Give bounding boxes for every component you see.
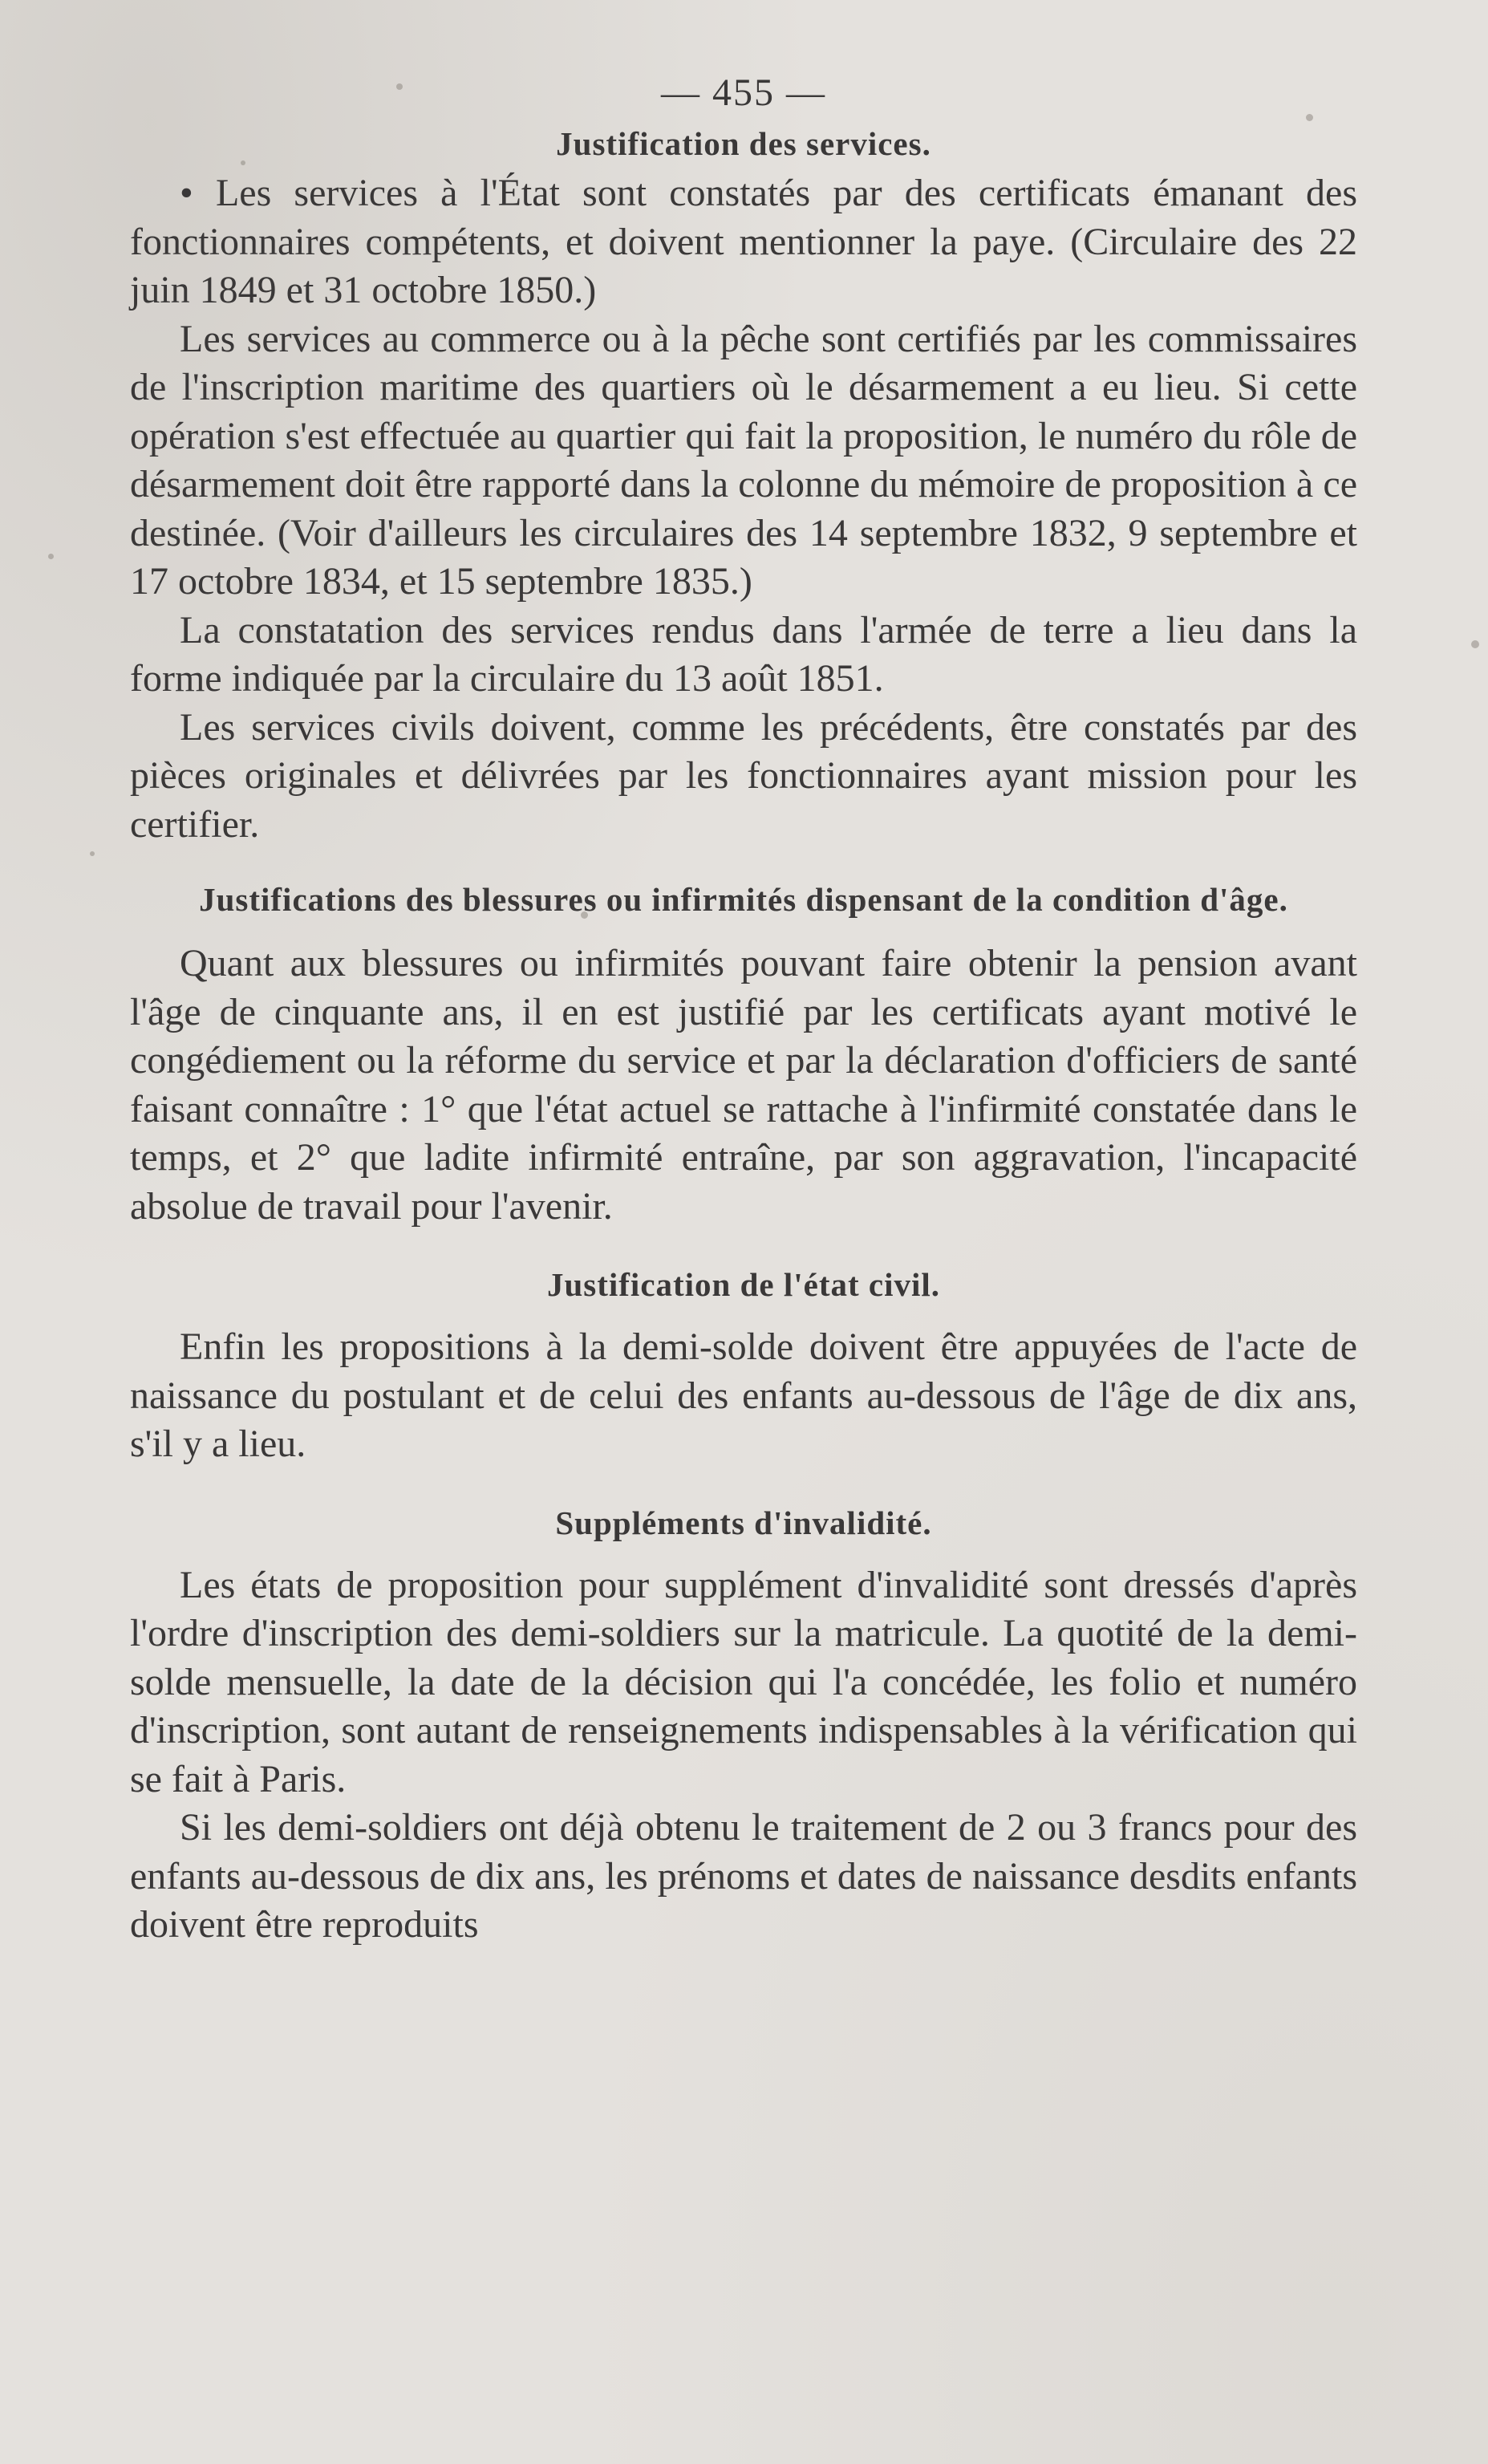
paragraph: Les services civils doivent, comme les précédents, être constatés par des pièces originales et délivrées par les fonctionnaires ayant mission pour les certifier. — [130, 705, 1357, 846]
page-text — [130, 64, 1357, 1950]
paragraph: La constatation des services rendus dans l'armée de terre a lieu dans la forme indiquée par la circulaire du 13 août 1851. — [130, 608, 1357, 700]
section-heading-blessures: Justifications des blessures ou infirmités dispensant de la condition d'âge. — [199, 881, 1288, 918]
section-heading-etat-civil: Justification de l'état civil. — [546, 1266, 941, 1303]
page-number: — 455 — — [661, 71, 826, 114]
paragraph: • Les services à l'État sont constatés par des certificats émanant des fonctionnaires compétents, et doivent mentionner la paye. (Circulaire des 22 juin 1849 et 31 octobre 1850.) — [130, 172, 1357, 311]
section-heading-supplements: Suppléments d'invalidité. — [555, 1504, 932, 1541]
paragraph: Les états de proposition pour supplément d'invalidité sont dressés d'après l'ordre d'inscription des demi-soldiers sur la matricule. La quotité de la demi-solde mensuelle, la date de la décision qui l'a concédée, les folio et numéro d'inscription, sont autant de renseignements indispensables à la vérification qui se fait à Paris. — [130, 1563, 1357, 1800]
paragraph: Quant aux blessures ou infirmités pouvant faire obtenir la pension avant l'âge de cinquante ans, il en est justifié par les certificats ayant motivé le congédiement ou la réforme du service et par la déclaration d'officiers de santé faisant connaître : 1° que l'état actuel se rattache à l'infirmité constatée dans le temps, et 2° que ladite infirmité entraîne, par son aggravation, l'incapacité absolue de travail pour l'avenir. — [130, 942, 1357, 1228]
paper-speck — [90, 851, 95, 856]
paper-speck — [48, 554, 54, 559]
section-heading-services: Justification des services. — [556, 125, 931, 162]
paragraph: Si les demi-soldiers ont déjà obtenu le traitement de 2 ou 3 francs pour des enfants au-dessous de dix ans, les prénoms et dates de naissance desdits enfants doivent être reproduits — [130, 1806, 1357, 1946]
paper-speck — [1471, 640, 1479, 648]
paragraph: Les services au commerce ou à la pêche sont certifiés par les commissaires de l'inscription maritime des quartiers où le désarmement a eu lieu. Si cette opération s'est effectuée au quartier qui fait la proposition, le numéro du rôle de désarmement doit être rapporté dans la colonne du mémoire de proposition à ce destinée. (Voir d'ailleurs les circulaires des 14 septembre 1832, 9 septembre et 17 octobre 1834, et 15 septembre 1835.) — [130, 317, 1357, 603]
paragraph: Enfin les propositions à la demi-solde doivent être appuyées de l'acte de naissance du postulant et de celui des enfants au-dessous de l'âge de dix ans, s'il y a lieu. — [130, 1325, 1357, 1465]
